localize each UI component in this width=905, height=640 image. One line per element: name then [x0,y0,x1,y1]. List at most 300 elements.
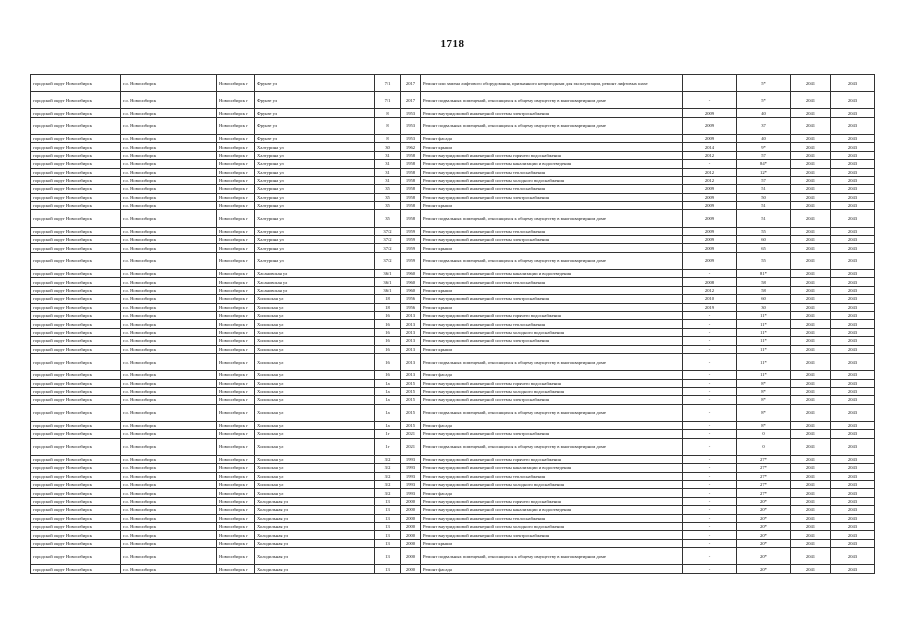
table-row [31,387,875,395]
table-row [31,270,875,278]
cell-city: Новосибирск г [217,472,255,480]
cell-city: Новосибирск г [217,185,255,193]
cell-plan-end: 2043 [831,210,875,227]
cell-work-type: Ремонт или замена лифтового оборудования, признанного непригодным для эксплуатации, ремонт лифтовых шахт [421,75,683,92]
cell-wear: 27* [737,455,791,463]
table-row [31,379,875,387]
cell-street: Фрунзе ул [255,109,375,117]
cell-house: 37/2 [375,252,401,269]
table-row [31,244,875,252]
table-row [31,421,875,429]
cell-house: 16 [375,311,401,319]
cell-plan-start: 2041 [791,565,831,573]
cell-city: Новосибирск г [217,565,255,573]
cell-house: 35 [375,193,401,201]
cell-municipality: городской округ Новосибирск [31,548,121,565]
cell-plan-end: 2043 [831,387,875,395]
cell-city: Новосибирск г [217,353,255,370]
cell-house: 16 [375,337,401,345]
cell-house: 35 [375,202,401,210]
cell-last-repair: - [683,464,737,472]
cell-house: 7/1 [375,92,401,109]
table-row [31,337,875,345]
table-row [31,464,875,472]
cell-district: г.о. Новосибирск [121,202,217,210]
cell-wear: 57 [737,151,791,159]
cell-district: г.о. Новосибирск [121,311,217,319]
cell-year: 2015 [401,387,421,395]
cell-work-type: Ремонт крыши [421,303,683,311]
cell-plan-start: 2041 [791,168,831,176]
cell-work-type: Ремонт внутридомовой инженерной системы теплоснабжения [421,185,683,193]
cell-district: г.о. Новосибирск [121,151,217,159]
cell-work-type: Ремонт крыши [421,539,683,547]
cell-last-repair: 2009 [683,252,737,269]
cell-plan-start: 2041 [791,236,831,244]
cell-plan-end: 2043 [831,227,875,235]
cell-plan-end: 2043 [831,236,875,244]
cell-plan-end: 2043 [831,455,875,463]
cell-district: г.о. Новосибирск [121,210,217,227]
cell-city: Новосибирск г [217,522,255,530]
cell-street: Халтурина ул [255,252,375,269]
table-row [31,236,875,244]
cell-wear: 8* [737,387,791,395]
cell-city: Новосибирск г [217,320,255,328]
cell-work-type: Ремонт внутридомовой инженерной системы электроснабжения [421,295,683,303]
cell-municipality: городской округ Новосибирск [31,210,121,227]
cell-house: 1а [375,387,401,395]
cell-year: 1960 [401,286,421,294]
cell-wear: 51 [737,185,791,193]
cell-plan-end: 2043 [831,117,875,134]
cell-house: 1а [375,396,401,404]
cell-plan-start: 2041 [791,270,831,278]
cell-district: г.о. Новосибирск [121,168,217,176]
cell-municipality: городской округ Новосибирск [31,522,121,530]
cell-work-type: Ремонт фасада [421,489,683,497]
cell-city: Новосибирск г [217,227,255,235]
cell-district: г.о. Новосибирск [121,539,217,547]
cell-district: г.о. Новосибирск [121,497,217,505]
cell-house: 13 [375,565,401,573]
cell-last-repair: 2012 [683,286,737,294]
cell-plan-end: 2043 [831,109,875,117]
cell-house: 3/2 [375,472,401,480]
cell-year: 2000 [401,539,421,547]
cell-district: г.о. Новосибирск [121,236,217,244]
cell-year: 2015 [401,421,421,429]
cell-street: Хилокская ул [255,371,375,379]
cell-municipality: городской округ Новосибирск [31,134,121,142]
cell-municipality: городской округ Новосибирск [31,438,121,455]
cell-street: Хилокская ул [255,455,375,463]
cell-plan-end: 2043 [831,168,875,176]
cell-street: Фрунзе ул [255,117,375,134]
cell-district: г.о. Новосибирск [121,227,217,235]
cell-last-repair: - [683,531,737,539]
cell-municipality: городской округ Новосибирск [31,396,121,404]
cell-house: 31 [375,168,401,176]
cell-wear: 0 [737,438,791,455]
cell-house: 16 [375,353,401,370]
cell-plan-end: 2043 [831,379,875,387]
cell-municipality: городской округ Новосибирск [31,328,121,336]
table-row [31,548,875,565]
cell-work-type: Ремонт внутридомовой инженерной системы холодного водоснабжения [421,522,683,530]
cell-municipality: городской округ Новосибирск [31,236,121,244]
cell-year: 1993 [401,481,421,489]
cell-year: 1993 [401,455,421,463]
cell-plan-end: 2043 [831,252,875,269]
cell-municipality: городской округ Новосибирск [31,117,121,134]
cell-plan-start: 2041 [791,75,831,92]
cell-plan-end: 2043 [831,311,875,319]
cell-city: Новосибирск г [217,539,255,547]
cell-plan-end: 2043 [831,328,875,336]
cell-last-repair: - [683,481,737,489]
cell-city: Новосибирск г [217,379,255,387]
cell-plan-start: 2041 [791,311,831,319]
cell-year: 1962 [401,143,421,151]
cell-house: 8 [375,134,401,142]
page-number: 1718 [440,38,465,50]
cell-last-repair: 2009 [683,227,737,235]
cell-house: 8 [375,117,401,134]
cell-last-repair: - [683,430,737,438]
cell-work-type: Ремонт внутридомовой инженерной системы холодного водоснабжения [421,176,683,184]
table-row [31,286,875,294]
cell-wear: 20* [737,548,791,565]
cell-work-type: Ремонт внутридомовой инженерной системы теплоснабжения [421,278,683,286]
cell-last-repair: - [683,353,737,370]
cell-wear: 81* [737,270,791,278]
cell-plan-start: 2041 [791,328,831,336]
cell-last-repair: - [683,337,737,345]
cell-wear: 11* [737,320,791,328]
cell-district: г.о. Новосибирск [121,489,217,497]
cell-district: г.о. Новосибирск [121,455,217,463]
cell-plan-start: 2041 [791,134,831,142]
cell-last-repair: - [683,379,737,387]
cell-house: 16 [375,328,401,336]
cell-street: Хилокская ул [255,320,375,328]
cell-year: 1959 [401,244,421,252]
cell-work-type: Ремонт внутридомовой инженерной системы холодного водоснабжения [421,481,683,489]
cell-last-repair: 2008 [683,278,737,286]
cell-last-repair: - [683,489,737,497]
cell-house: 13 [375,539,401,547]
cell-last-repair: - [683,160,737,168]
cell-city: Новосибирск г [217,75,255,92]
cell-street: Халтурина ул [255,193,375,201]
cell-city: Новосибирск г [217,244,255,252]
cell-wear: 37 [737,117,791,134]
cell-work-type: Ремонт внутридомовой инженерной системы холодного водоснабжения [421,328,683,336]
cell-street: Хилокская ул [255,481,375,489]
cell-district: г.о. Новосибирск [121,421,217,429]
cell-work-type: Ремонт подвальных помещений, относящихся к общему имуществу в многоквартирном доме [421,438,683,455]
cell-city: Новосибирск г [217,286,255,294]
cell-plan-start: 2041 [791,320,831,328]
cell-last-repair: 2009 [683,210,737,227]
cell-last-repair: - [683,522,737,530]
cell-plan-end: 2043 [831,514,875,522]
cell-work-type: Ремонт крыши [421,286,683,294]
cell-district: г.о. Новосибирск [121,320,217,328]
cell-house: 1а [375,404,401,421]
cell-plan-end: 2043 [831,522,875,530]
table-row [31,185,875,193]
cell-year: 1993 [401,464,421,472]
table-row [31,303,875,311]
table-row [31,75,875,92]
cell-work-type: Ремонт внутридомовой инженерной системы горячего водоснабжения [421,379,683,387]
cell-last-repair: - [683,421,737,429]
cell-city: Новосибирск г [217,295,255,303]
cell-plan-start: 2041 [791,455,831,463]
cell-work-type: Ремонт внутридомовой инженерной системы теплоснабжения [421,168,683,176]
cell-plan-start: 2041 [791,244,831,252]
cell-work-type: Ремонт подвальных помещений, относящихся к общему имуществу в многоквартирном доме [421,92,683,109]
cell-municipality: городской округ Новосибирск [31,421,121,429]
cell-plan-start: 2041 [791,92,831,109]
cell-year: 2021 [401,430,421,438]
cell-last-repair: - [683,320,737,328]
cell-municipality: городской округ Новосибирск [31,160,121,168]
cell-street: Халтурина ул [255,168,375,176]
table-row [31,176,875,184]
cell-plan-start: 2041 [791,278,831,286]
cell-last-repair: - [683,548,737,565]
cell-work-type: Ремонт внутридомовой инженерной системы горячего водоснабжения [421,151,683,159]
cell-house: 1г [375,430,401,438]
cell-work-type: Ремонт внутридомовой инженерной системы электроснабжения [421,396,683,404]
cell-wear: 57 [737,176,791,184]
cell-municipality: городской округ Новосибирск [31,404,121,421]
cell-street: Хилокская ул [255,387,375,395]
cell-plan-end: 2043 [831,438,875,455]
cell-municipality: городской округ Новосибирск [31,295,121,303]
cell-district: г.о. Новосибирск [121,481,217,489]
cell-district: г.о. Новосибирск [121,472,217,480]
cell-district: г.о. Новосибирск [121,270,217,278]
cell-plan-start: 2041 [791,193,831,201]
cell-house: 37/2 [375,236,401,244]
cell-municipality: городской округ Новосибирск [31,464,121,472]
cell-house: 37/2 [375,227,401,235]
cell-year: 1956 [401,295,421,303]
cell-last-repair: 2012 [683,176,737,184]
cell-district: г.о. Новосибирск [121,117,217,134]
cell-municipality: городской округ Новосибирск [31,430,121,438]
table-row [31,472,875,480]
cell-municipality: городской округ Новосибирск [31,109,121,117]
cell-year: 2013 [401,337,421,345]
cell-city: Новосибирск г [217,455,255,463]
cell-work-type: Ремонт внутридомовой инженерной системы электроснабжения [421,193,683,201]
cell-wear: 65 [737,244,791,252]
cell-work-type: Ремонт внутридомовой инженерной системы теплоснабжения [421,472,683,480]
cell-city: Новосибирск г [217,345,255,353]
cell-street: Хасановская ул [255,286,375,294]
cell-work-type: Ремонт подвальных помещений, относящихся к общему имуществу в многоквартирном доме [421,252,683,269]
cell-street: Холодильная ул [255,548,375,565]
cell-year: 2000 [401,497,421,505]
cell-work-type: Ремонт внутридомовой инженерной системы горячего водоснабжения [421,497,683,505]
cell-city: Новосибирск г [217,252,255,269]
cell-street: Хилокская ул [255,379,375,387]
cell-plan-end: 2043 [831,134,875,142]
table-row [31,489,875,497]
cell-city: Новосибирск г [217,438,255,455]
cell-plan-end: 2043 [831,303,875,311]
cell-year: 1958 [401,185,421,193]
table-row [31,92,875,109]
cell-district: г.о. Новосибирск [121,252,217,269]
table-row [31,143,875,151]
cell-house: 30 [375,143,401,151]
cell-last-repair: 2009 [683,109,737,117]
cell-year: 1958 [401,151,421,159]
cell-street: Хилокская ул [255,295,375,303]
cell-city: Новосибирск г [217,109,255,117]
table-row [31,320,875,328]
cell-last-repair: 2009 [683,193,737,201]
cell-municipality: городской округ Новосибирск [31,565,121,573]
cell-plan-start: 2041 [791,481,831,489]
cell-plan-start: 2041 [791,345,831,353]
cell-district: г.о. Новосибирск [121,522,217,530]
cell-plan-start: 2041 [791,371,831,379]
cell-district: г.о. Новосибирск [121,506,217,514]
cell-district: г.о. Новосибирск [121,295,217,303]
cell-plan-start: 2041 [791,202,831,210]
table-row [31,227,875,235]
cell-year: 2000 [401,506,421,514]
cell-work-type: Ремонт фасада [421,421,683,429]
cell-street: Хилокская ул [255,303,375,311]
cell-wear: 60 [737,295,791,303]
cell-city: Новосибирск г [217,270,255,278]
cell-municipality: городской округ Новосибирск [31,168,121,176]
cell-plan-end: 2043 [831,489,875,497]
cell-work-type: Ремонт внутридомовой инженерной системы канализации и водоотведения [421,270,683,278]
table-row [31,481,875,489]
table-row [31,160,875,168]
cell-district: г.о. Новосибирск [121,286,217,294]
cell-house: 31 [375,160,401,168]
cell-city: Новосибирск г [217,506,255,514]
cell-municipality: городской округ Новосибирск [31,539,121,547]
cell-district: г.о. Новосибирск [121,353,217,370]
cell-work-type: Ремонт внутридомовой инженерной системы канализации и водоотведения [421,506,683,514]
cell-wear: 27* [737,489,791,497]
cell-wear: 20* [737,565,791,573]
cell-last-repair: - [683,497,737,505]
cell-year: 1953 [401,109,421,117]
cell-house: 35 [375,210,401,227]
cell-plan-start: 2041 [791,531,831,539]
cell-municipality: городской округ Новосибирск [31,481,121,489]
cell-municipality: городской округ Новосибирск [31,489,121,497]
cell-year: 2013 [401,353,421,370]
cell-street: Хилокская ул [255,430,375,438]
cell-work-type: Ремонт внутридомовой инженерной системы электроснабжения [421,337,683,345]
cell-street: Фрунзе ул [255,134,375,142]
cell-work-type: Ремонт внутридомовой инженерной системы теплоснабжения [421,514,683,522]
cell-last-repair: - [683,270,737,278]
table-row [31,168,875,176]
cell-plan-start: 2041 [791,404,831,421]
cell-house: 1г [375,438,401,455]
cell-wear: 8* [737,404,791,421]
cell-house: 3/2 [375,481,401,489]
cell-plan-start: 2041 [791,160,831,168]
cell-plan-start: 2041 [791,143,831,151]
cell-year: 2015 [401,396,421,404]
cell-plan-end: 2043 [831,481,875,489]
cell-plan-start: 2041 [791,379,831,387]
cell-wear: 20* [737,522,791,530]
cell-plan-end: 2043 [831,430,875,438]
cell-work-type: Ремонт внутридомовой инженерной системы канализации и водоотведения [421,464,683,472]
cell-municipality: городской округ Новосибирск [31,387,121,395]
cell-municipality: городской округ Новосибирск [31,176,121,184]
cell-wear: 11* [737,371,791,379]
cell-wear: 11* [737,311,791,319]
cell-plan-end: 2043 [831,404,875,421]
cell-district: г.о. Новосибирск [121,404,217,421]
cell-street: Холодильная ул [255,497,375,505]
cell-last-repair: 2009 [683,134,737,142]
cell-municipality: городской округ Новосибирск [31,244,121,252]
cell-wear: 60 [737,236,791,244]
cell-district: г.о. Новосибирск [121,303,217,311]
cell-work-type: Ремонт внутридомовой инженерной системы электроснабжения [421,109,683,117]
cell-street: Хасановская ул [255,270,375,278]
cell-plan-start: 2041 [791,176,831,184]
cell-street: Халтурина ул [255,244,375,252]
cell-work-type: Ремонт фасада [421,371,683,379]
cell-house: 18 [375,295,401,303]
cell-municipality: городской округ Новосибирск [31,202,121,210]
cell-house: 16 [375,371,401,379]
table-row [31,514,875,522]
cell-plan-start: 2041 [791,514,831,522]
table-row [31,295,875,303]
cell-plan-start: 2041 [791,497,831,505]
cell-district: г.о. Новосибирск [121,565,217,573]
cell-street: Хилокская ул [255,472,375,480]
cell-plan-end: 2043 [831,353,875,370]
cell-last-repair: - [683,345,737,353]
cell-work-type: Ремонт внутридомовой инженерной системы теплоснабжения [421,227,683,235]
table-row [31,193,875,201]
cell-plan-end: 2043 [831,371,875,379]
cell-city: Новосибирск г [217,404,255,421]
table-row [31,506,875,514]
cell-municipality: городской округ Новосибирск [31,379,121,387]
cell-year: 1956 [401,303,421,311]
cell-plan-end: 2043 [831,143,875,151]
cell-plan-end: 2043 [831,160,875,168]
cell-last-repair: - [683,565,737,573]
cell-year: 1993 [401,489,421,497]
cell-last-repair: - [683,311,737,319]
cell-wear: 27* [737,472,791,480]
cell-plan-start: 2041 [791,438,831,455]
